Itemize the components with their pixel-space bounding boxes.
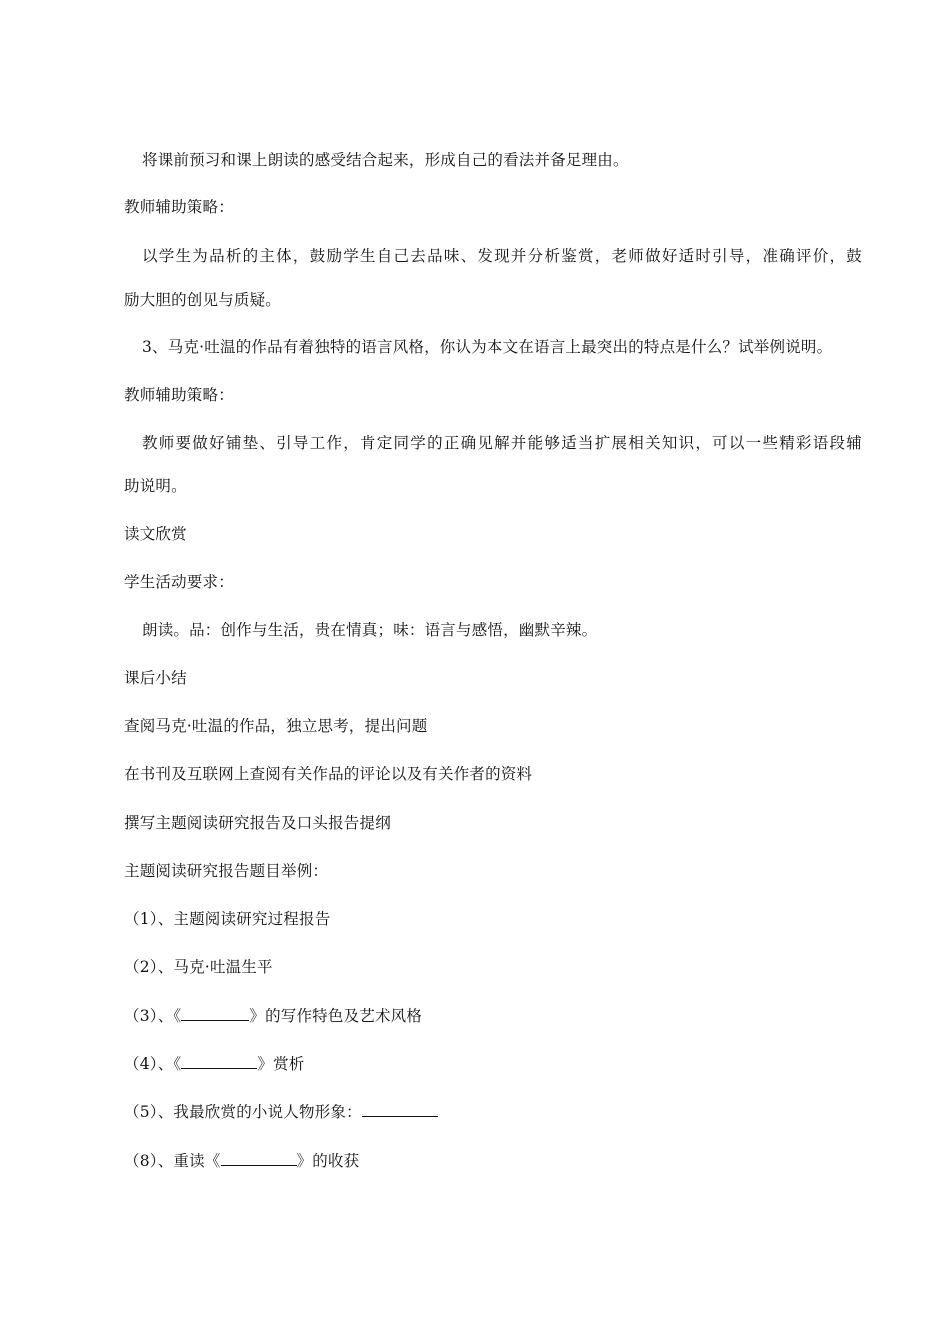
paragraph-strategy-1-line-1: 以学生为品析的主体，鼓励学生自己去品味、发现并分析鉴赏，老师做好适时引导，准确评价，鼓 — [142, 247, 862, 265]
paragraph-strategy-2-line-1: 教师要做好铺垫、引导工作，肯定同学的正确见解并能够适当扩展相关知识，可以一些精彩语段辅 — [142, 434, 862, 452]
topic-item-4-prefix: （4）、《 — [124, 1055, 182, 1073]
topic-item-3-suffix: 》的写作特色及艺术风格 — [249, 1007, 423, 1025]
topic-item-3-prefix: （3）、《 — [124, 1007, 182, 1025]
topic-item-5-blank — [362, 1102, 438, 1117]
heading-student-requirements: 学生活动要求： — [124, 573, 234, 591]
topic-item-4 — [124, 1054, 304, 1074]
heading-summary: 课后小结 — [124, 669, 187, 687]
topic-item-2: （2）、马克·吐温生平 — [124, 958, 273, 976]
topic-item-1: （1）、主题阅读研究过程报告 — [124, 910, 331, 928]
heading-read-appreciate: 读文欣赏 — [124, 525, 187, 543]
question-3: 3、马克·吐温的作品有着独特的语言风格，你认为本文在语言上最突出的特点是什么？试举例说明。 — [142, 338, 833, 356]
summary-item-2: 在书刊及互联网上查阅有关作品的评论以及有关作者的资料 — [124, 765, 533, 783]
paragraph-reading-requirements: 朗读。品：创作与生活，贵在情真；味：语言与感悟，幽默辛辣。 — [142, 621, 598, 639]
paragraph-preview-instruction: 将课前预习和课上朗读的感受结合起来，形成自己的看法并备足理由。 — [142, 151, 629, 169]
heading-teacher-strategy-1: 教师辅助策略： — [124, 198, 234, 216]
summary-item-1: 查阅马克·吐温的作品，独立思考，提出问题 — [124, 717, 428, 735]
topic-item-4-suffix: 》赏析 — [257, 1055, 305, 1073]
topic-item-3 — [124, 1006, 422, 1026]
topic-item-6-suffix: 》的收获 — [296, 1152, 360, 1170]
heading-teacher-strategy-2: 教师辅助策略： — [124, 386, 234, 404]
topic-item-5-prefix: （5）、我最欣赏的小说人物形象： — [124, 1103, 362, 1121]
topic-item-6-blank — [221, 1151, 297, 1166]
topic-item-5 — [124, 1102, 438, 1122]
topic-item-4-blank — [181, 1054, 257, 1069]
topic-item-3-blank — [181, 1006, 249, 1021]
paragraph-strategy-1-line-2: 励大胆的创见与质疑。 — [124, 291, 282, 309]
summary-item-4: 主题阅读研究报告题目举例： — [124, 862, 329, 880]
summary-item-3: 撰写主题阅读研究报告及口头报告提纲 — [124, 814, 391, 832]
paragraph-strategy-2-line-2: 助说明。 — [124, 477, 187, 495]
topic-item-6-prefix: （8）、重读《 — [124, 1152, 221, 1170]
topic-item-6 — [124, 1151, 359, 1171]
